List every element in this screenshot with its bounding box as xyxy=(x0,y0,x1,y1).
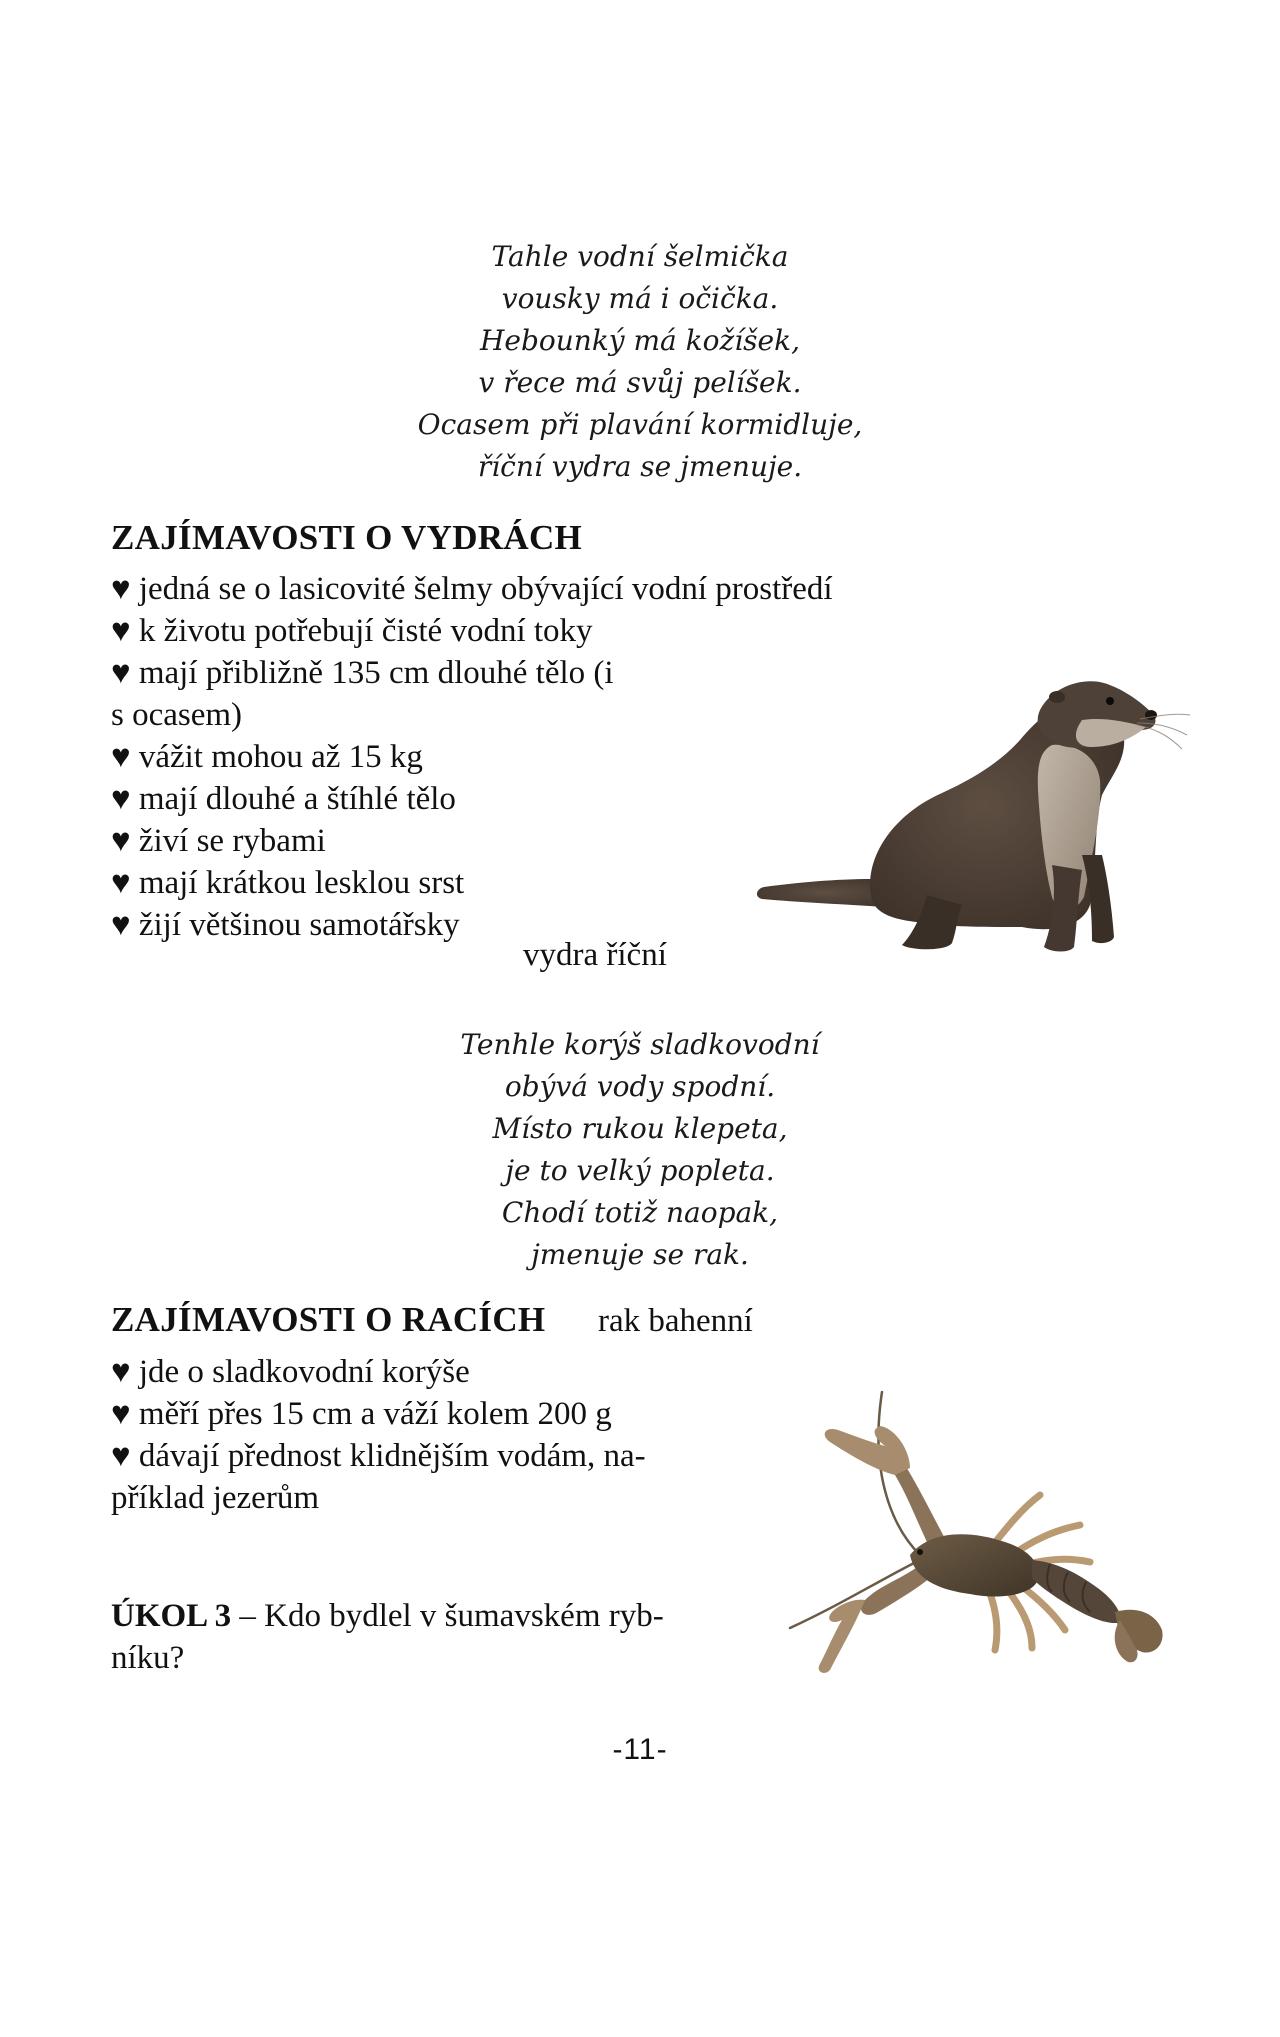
fact-item: ♥ živí se rybami xyxy=(111,823,326,859)
crayfish-poem xyxy=(0,1024,1280,1276)
fact-item: ♥ žijí většinou samotářsky xyxy=(111,907,460,943)
otter-caption: vydra říční xyxy=(523,937,667,973)
fact-item: ♥ měří přes 15 cm a váží kolem 200 g xyxy=(111,1396,612,1432)
page-number: -11- xyxy=(612,1733,668,1766)
fact-item: ♥ mají přibližně 135 cm dlouhé tělo (i xyxy=(111,655,614,691)
poem-line: Chodí totiž naopak, xyxy=(501,1196,779,1229)
poem-line: Tahle vodní šelmička xyxy=(491,240,789,273)
poem-line: je to velký popleta. xyxy=(505,1154,775,1187)
fact-item: ♥ jde o sladkovodní korýše xyxy=(111,1354,470,1390)
poem-line: Místo rukou klepeta, xyxy=(492,1112,788,1145)
task-text: – Kdo bydlel v šumavském ryb- xyxy=(231,1598,664,1634)
crayfish-caption: rak bahenní xyxy=(598,1303,753,1339)
crayfish-photo xyxy=(770,1380,1170,1680)
fact-item: ♥ vážit mohou až 15 kg xyxy=(111,739,423,775)
poem-line: obývá vody spodní. xyxy=(504,1070,776,1103)
fact-item: ♥ jedná se o lasicovité šelmy obývající vodní prostředí xyxy=(111,571,833,607)
fact-item: ♥ dávají přednost klidnějším vodám, na- xyxy=(111,1438,646,1474)
fact-item: ♥ k životu potřebují čisté vodní toky xyxy=(111,613,593,649)
task-text-continuation: níku? xyxy=(111,1640,185,1676)
poem-line: Hebounký má kožíšek, xyxy=(479,324,800,357)
task-paragraph xyxy=(111,1595,664,1679)
poem-line: říční vydra se jmenuje. xyxy=(477,450,803,483)
otter-section-heading: ZAJÍMAVOSTI O VYDRÁCH xyxy=(111,518,583,557)
poem-line: Ocasem při plavání kormidluje, xyxy=(417,408,863,441)
otter-poem xyxy=(0,236,1280,488)
crayfish-facts-list xyxy=(111,1351,646,1519)
fact-item: s ocasem) xyxy=(111,697,243,733)
poem-line: v řece má svůj pelíšek. xyxy=(478,366,802,399)
poem-line: jmenuje se rak. xyxy=(531,1238,749,1271)
crayfish-section-heading: ZAJÍMAVOSTI O RACÍCH xyxy=(111,1300,546,1339)
poem-line: vousky má i očička. xyxy=(501,282,779,315)
poem-line: Tenhle korýš sladkovodní xyxy=(460,1028,820,1061)
fact-item: ♥ mají krátkou lesklou srst xyxy=(111,865,465,901)
fact-item: ♥ mají dlouhé a štíhlé tělo xyxy=(111,781,456,817)
otter-photo xyxy=(752,665,1192,965)
otter-facts-list xyxy=(111,568,833,946)
task-label: ÚKOL 3 xyxy=(111,1598,232,1634)
fact-item: příklad jezerům xyxy=(111,1480,319,1516)
